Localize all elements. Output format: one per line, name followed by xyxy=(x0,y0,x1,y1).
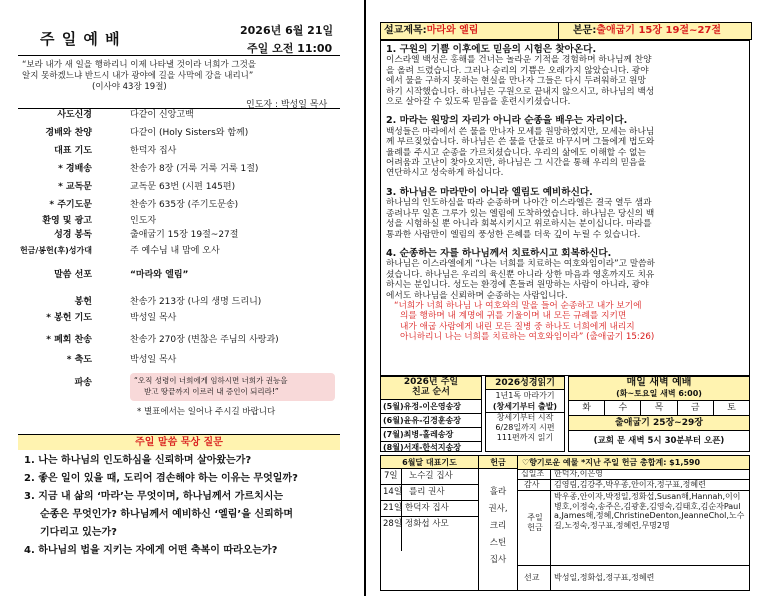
order-label: * 폐회 찬송 xyxy=(46,335,92,345)
reading-detail: 111편까지 읽기 xyxy=(496,433,554,442)
offering-label: 십일조 xyxy=(521,469,545,478)
offering-vertical-names xyxy=(479,484,517,569)
sermon-title: 마라와 엘림 xyxy=(426,25,479,36)
prayer-row xyxy=(381,469,478,485)
events-box xyxy=(380,376,482,452)
prayer-row xyxy=(381,485,478,501)
prayer-date: 14일 xyxy=(383,487,403,497)
day-cell: 수 xyxy=(605,401,641,415)
question: 순종은 무엇인가? 하나님께서 예비하신 ‘엘림’을 신뢰하며 xyxy=(40,509,293,520)
offering-names: 박우종,안이자,박정일,정화섭,Susan해,Hannah,이이병호,이정숙,송주은,김광훈,김영숙,김태호,김순자Paula,James해,정혜,ChristineDenton,JeanneChol,노수길,노정숙,정구표,정혜련,무명2명 xyxy=(554,492,745,530)
point-line: 셨습니다. 하나님은 우리의 육신뿐 아니라 상한 마음과 영혼까지도 치유 xyxy=(386,269,655,280)
order-label: * 주기도문 xyxy=(49,200,92,210)
point-line: 이스라엘 백성은 홍해를 건너는 놀라운 기적을 경험하며 하나님께 찬양 xyxy=(386,55,652,66)
prayer-row xyxy=(381,501,478,517)
offering-names: 박성일,정화섭,정구표,정혜련 xyxy=(554,573,655,582)
right-page xyxy=(370,0,755,596)
reading-plan: 1년1독 마라가기 xyxy=(495,391,555,400)
point-line: 께 부르짖었습니다. 하나님은 쓴 물을 단물로 바꾸시며 그들에게 법도와 xyxy=(386,137,655,148)
question: 1. 나는 하나님의 인도하심을 신뢰하며 살아왔는가? xyxy=(24,455,252,466)
leader: 인도자 : 박성일 목사 xyxy=(246,100,328,110)
order-label: * 경배송 xyxy=(58,164,92,174)
order-value: 다같이 신앙고백 xyxy=(130,110,194,120)
meditation-title: 주일 말씀 묵상 질문 xyxy=(135,437,223,448)
offering-row xyxy=(518,566,749,590)
point-heading: 2. 마라는 원망의 자리가 아니라 순종을 배우는 자리이다. xyxy=(386,115,628,127)
point-line: 종려나무 일흔 그루가 있는 엘림에 도착하였습니다. 하나님은 당신의 백 xyxy=(386,208,655,219)
sending-line: “오직 성령이 너희에게 임하시면 너희가 권능을 xyxy=(134,376,288,385)
offering-label: 감사 xyxy=(524,480,540,489)
point-line: 어려움과 고난이 찾아오지만, 하나님은 그 시간을 통해 우리의 믿음을 xyxy=(386,158,646,169)
sending-verse-box xyxy=(130,373,335,401)
prayer-row xyxy=(381,517,478,532)
dawn-note: (교회 문 새벽 5시 30분부터 오픈) xyxy=(593,436,725,446)
offering-table xyxy=(518,455,750,591)
verse-line: 알지 못하겠느냐 반드시 내가 광야에 길을 사막에 강을 내리니” xyxy=(22,71,254,81)
order-label: 환영 및 광고 xyxy=(42,216,92,226)
point-line: 연단하시고 성숙하게 하십니다. xyxy=(386,168,504,179)
verse-ref: (이사야 43장 19절) xyxy=(92,82,167,92)
page-title: 주 일 예 배 xyxy=(40,30,121,48)
order-label: 말씀 선포 xyxy=(54,270,92,280)
offering-names: 김영림,김강주,박우종,안이자,정구표,정혜련 xyxy=(554,480,706,489)
question: 4. 하나님의 법을 지키는 자에게 어떤 축복이 따라오는가? xyxy=(24,545,278,556)
reading-detail: 창세기부터 시작 xyxy=(496,413,554,422)
reading-detail: 6/28일까지 시편 xyxy=(495,423,555,432)
prayer-name: 한덕자 집사 xyxy=(405,503,449,513)
passage-cell xyxy=(559,23,751,39)
order-value: 찬송가 270장 (변찮은 주님의 사랑과) xyxy=(130,335,279,345)
reading-box xyxy=(485,376,565,452)
event-item: (7월)최병-홀레송장 xyxy=(381,428,481,442)
offering-label: 주일 헌금 xyxy=(527,513,543,532)
order-label: * 축도 xyxy=(66,355,92,365)
service-time: 주일 오전 11:00 xyxy=(247,42,333,55)
point-line: 백성들은 마라에서 쓴 물을 만나자 모세를 원망하였지만, 모세는 하나님 xyxy=(386,126,655,137)
point-line: 을 올려 드렸습니다. 그러나 승리의 기쁨은 오래가지 않았습니다. 광야 xyxy=(386,65,649,76)
vertical-name: 집사 xyxy=(489,555,507,565)
point-line: 통과한 사람만이 엘림의 풍성한 은혜를 더욱 깊이 누릴 수 있습니다. xyxy=(386,229,641,240)
dawn-days xyxy=(569,401,749,416)
order-value: 한덕자 집사 xyxy=(130,146,177,156)
prayer-name: 를리 권사 xyxy=(409,487,445,497)
point-line: 에서도 하나님을 신뢰하며 순종하는 사람입니다. xyxy=(386,290,568,301)
quote-line: “너희가 너희 하나님 나 여호와의 말을 들어 순종하고 내가 보기에 xyxy=(394,300,642,311)
order-label: 대표 기도 xyxy=(54,146,92,156)
dawn-passage: 출애굽기 25장~29장 xyxy=(569,416,749,431)
order-of-service xyxy=(0,110,360,400)
order-label: 사도신경 xyxy=(57,110,92,120)
quote-line: 아니하리니 나는 너희를 치료하는 여호와임이라” (출애굽기 15:26) xyxy=(400,332,655,343)
offering-row xyxy=(518,480,749,491)
reading-title: 2026성경읽기 xyxy=(486,377,564,390)
standing-note: * 별표에서는 일어나 주시길 바랍니다 xyxy=(137,407,276,417)
order-label: * 교독문 xyxy=(58,182,92,192)
verse-line: “보라 내가 새 일을 행하리니 이제 나타낼 것이라 너희가 그것을 xyxy=(22,60,256,70)
dawn-title: 매일 새벽 예배 xyxy=(626,377,692,388)
point-line: 으로 살아갈 수 있도록 믿음을 훈련시키셨습니다. xyxy=(386,97,571,108)
vertical-name: 권사, xyxy=(488,504,508,514)
meditation-questions xyxy=(24,452,354,560)
point-heading: 1. 구원의 기쁨 이후에도 믿음의 시험은 찾아온다. xyxy=(386,44,597,55)
order-value: 다같이 (Holy Sisters와 함께) xyxy=(130,128,249,138)
order-value: 출애굽기 15장 19절~27절 xyxy=(130,230,239,240)
sermon-body xyxy=(380,40,750,376)
theme-verse xyxy=(22,60,332,93)
prayer-header: 6월달 대표기도 xyxy=(381,456,479,469)
sermon-label: 설교제목: xyxy=(384,25,427,36)
event-item: (6월)윤유-김경훈송장 xyxy=(381,414,481,428)
offering-header: ♡향기로운 예물 *지난 주일 헌금 총합계: $1,590 xyxy=(518,456,749,470)
service-date: 2026년 6월 21일 xyxy=(240,24,334,37)
vertical-name: 흘라 xyxy=(489,487,507,497)
day-cell: 목 xyxy=(641,401,677,415)
event-item: (5월)유정-이은영송장 xyxy=(381,400,481,414)
order-value: 인도자 xyxy=(130,216,157,226)
vertical-name: 크리 xyxy=(489,521,507,531)
order-value: 찬송가 8장 (거룩 거룩 거룩 1절) xyxy=(130,164,259,174)
events-title: 2026년 주일 친교 순서 xyxy=(381,377,481,400)
reading-note: (창세기부터 출발) xyxy=(486,401,564,413)
order-value: 교독문 63번 (시편 145편) xyxy=(130,182,236,192)
point-heading: 4. 순종하는 자를 하나님께서 치료하시고 회복하신다. xyxy=(386,247,612,259)
quote-line: 의를 행하며 내 계명에 귀를 기울이며 내 모든 규례를 지키면 xyxy=(400,311,627,322)
order-value: 찬송가 635장 (주기도문송) xyxy=(130,200,239,210)
prayer-name: 노수길 집사 xyxy=(409,471,453,481)
order-value: 박성일 목사 xyxy=(130,355,177,365)
offering-names: 한덕자,이은영 xyxy=(554,469,603,478)
prayer-name: 정화섭 사모 xyxy=(405,519,449,529)
order-label: 헌금/봉헌(후)성가대 xyxy=(19,246,92,255)
event-item: (8월)서재-한석지송장 xyxy=(383,443,462,452)
order-label: * 봉헌 기도 xyxy=(46,313,92,323)
sending-line: 받고 땅끝까지 이르러 내 증인이 되리라!” xyxy=(144,387,279,396)
meditation-title-bar xyxy=(18,434,340,450)
passage-label: 본문: xyxy=(573,25,597,36)
order-label: 경배와 찬양 xyxy=(45,128,92,138)
dawn-header xyxy=(569,377,749,401)
point-line: 성을 시험하실 뿐 아니라 회복시키시고 위로하시는 분이십니다. 마라를 xyxy=(386,219,652,230)
vertical-name: 스틴 xyxy=(489,538,507,548)
prayer-table xyxy=(380,455,518,591)
dawn-service-box xyxy=(568,376,750,452)
day-cell: 토 xyxy=(727,403,736,413)
quote-line: 내가 애굽 사람에게 내린 모든 질병 중 하나도 너희에게 내리지 xyxy=(400,321,635,332)
order-value: 박성일 목사 xyxy=(130,313,177,323)
offering-row xyxy=(518,469,749,480)
order-label: 봉헌 xyxy=(74,297,92,307)
question: 기다리고 있는가? xyxy=(40,527,117,538)
sermon-title-cell xyxy=(381,23,559,39)
dawn-time: (화~토요일 새벽 6:00) xyxy=(616,389,702,398)
point-line: 하나님은 이스라엘에게 “나는 너희를 치료하는 여호와임이라”고 말씀하 xyxy=(386,259,655,270)
scripture-quote xyxy=(386,301,744,343)
sermon-header xyxy=(380,22,752,40)
left-page xyxy=(0,0,362,596)
day-cell: 화 xyxy=(569,401,605,415)
order-value: “마라와 엘림” xyxy=(130,270,189,280)
prayer-date: 7일 xyxy=(384,471,398,481)
question: 2. 좋은 일이 있을 때, 도리어 겸손해야 하는 이유는 무엇일까? xyxy=(24,473,298,484)
question: 3. 지금 내 삶의 ‘마라’는 무엇이며, 하나님께서 가르치시는 xyxy=(24,491,284,502)
order-value: 주 예수님 내 맘에 오사 xyxy=(130,246,220,256)
prayer-date: 21일 xyxy=(383,503,403,513)
order-label: 파송 xyxy=(74,378,92,388)
order-value: 찬송가 213장 (나의 생명 드리니) xyxy=(130,297,262,307)
point-line: 에서 물을 구하지 못하는 현실을 만나자 그들은 다시 두려워하고 원망 xyxy=(386,76,646,87)
point-heading: 3. 하나님은 마라만이 아니라 엘림도 예비하신다. xyxy=(386,186,593,198)
point-line: 하나님의 인도하심을 따라 순종하며 나아간 이스라엘은 결국 열두 샘과 xyxy=(386,198,652,209)
order-label: 성경 봉독 xyxy=(54,230,92,240)
point-line: 하시는 분입니다. 성도는 환경에 흔들려 원망하는 사람이 아니라, 광야 xyxy=(386,280,649,291)
point-line: 율례를 주시고 순종을 가르치셨습니다. 우리의 삶에도 이해할 수 없는 xyxy=(386,147,646,158)
day-cell: 금 xyxy=(678,401,714,415)
offering-side-label: 헌금 xyxy=(479,456,517,469)
offering-row xyxy=(518,491,749,566)
prayer-date: 28일 xyxy=(383,519,403,529)
offering-label: 선교 xyxy=(524,573,540,582)
point-line: 하기 시작했습니다. 하나님은 구원으로 끝내지 않으시고, 하나님의 백성 xyxy=(386,86,655,97)
passage: 출애굽기 15장 19절~27절 xyxy=(596,25,722,36)
